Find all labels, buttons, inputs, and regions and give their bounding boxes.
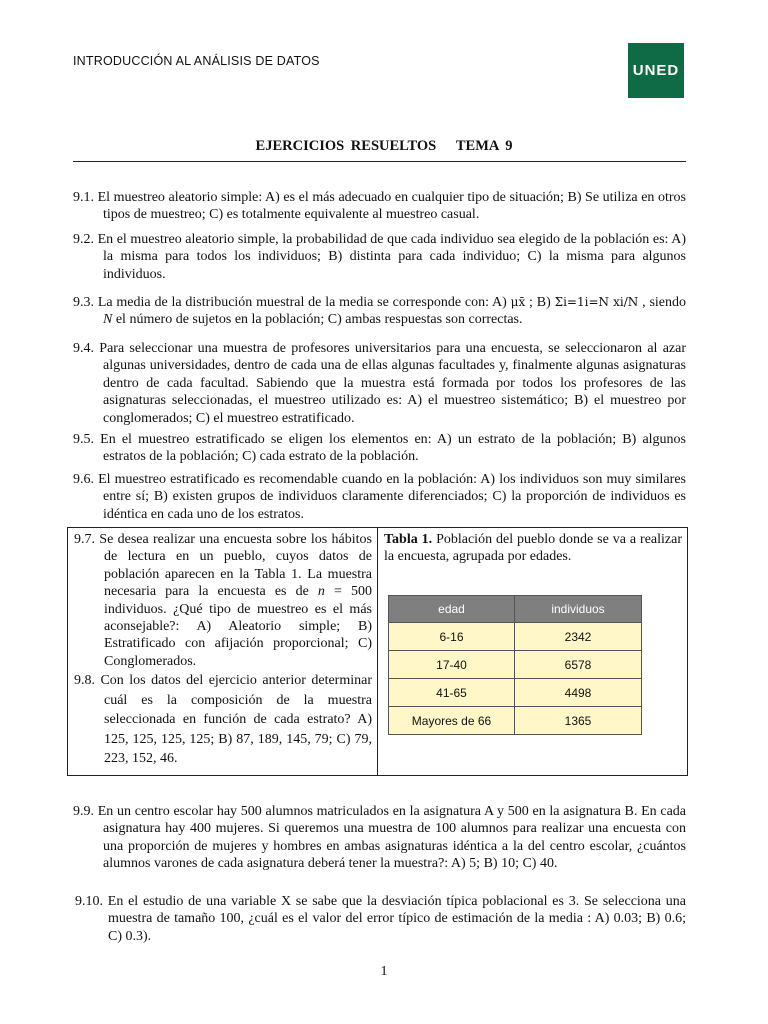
question-9-2: 9.2. En el muestreo aleatorio simple, la probabilidad de que cada individuo sea elegido de la población es: A) la misma para todos los individuos; B) distinta para cada individuo; C) la misma para algunos individuos. [73,232,686,282]
table-cell-age: Mayores de 66 [389,707,515,735]
table-row [389,623,642,651]
page-number: 1 [380,964,388,979]
table-cell-count: 4498 [515,679,642,707]
table-1-caption [384,531,682,566]
uned-logo: UNED [628,43,684,98]
title-rule [73,161,686,162]
question-9-3-part-a: 9.3. La media de la distribución muestral de la media se corresponde con: A) [73,295,507,310]
table-1-caption-text: Población del pueblo donde se va a realizar la encuesta, agrupada por edades. [384,532,682,565]
table-cell-age: 41-65 [389,679,515,707]
question-9-1: 9.1. El muestreo aleatorio simple: A) es el más adecuado en cualquier tipo de situación; B) Se utiliza en otros tipos de muestreo; C) es totalmente equivalente al muestreo casual. [73,190,686,223]
question-9-7-part-a: 9.7. Se desea realizar una encuesta sobre los hábitos de lectura en un pueblo, cuyos datos de población aparecen en la Tabla 1. La muestra necesaria para la encuesta es de [74,532,372,600]
mu-xbar-formula: μx̄ [510,295,526,309]
question-9-3-part-b: ; B) [529,295,551,310]
table-cell-count: 1365 [515,707,642,735]
table-cell-count: 6578 [515,651,642,679]
table-row [389,679,642,707]
question-9-4: 9.4. Para seleccionar una muestra de profesores universitarios para una encuesta, se seleccionaron al azar algunas universidades, dentro de cada una de ellas algunas facultades y, finalmente algunas asignaturas dentro de cada facultad. Sabiendo que la muestra está formada por todos los profesores de las asignaturas seleccionadas, el muestreo utilizado es: A) el muestreo sistemático; B) el muestreo por conglomerados; C) el muestreo estratificado. [73,341,686,426]
sum-formula: Σi=1i=N xi/N [554,295,639,309]
question-9-5: 9.5. En el muestreo estratificado se eligen los elementos en: A) un estrato de la población; B) algunos estratos de la población; C) cada estrato de la población. [73,432,686,465]
page-title: EJERCICIOS RESUELTOS TEMA 9 [255,138,513,154]
table-1-caption-label: Tabla 1. [384,532,433,547]
course-header: INTRODUCCIÓN AL ANÁLISIS DE DATOS [73,54,320,68]
question-9-3-n-symbol: N [103,312,113,328]
question-9-6: 9.6. El muestreo estratificado es recomendable cuando en la población: A) los individuos son muy similares entre sí; B) existen grupos de individuos claramente diferenciados; C) la proporción de individuos es idéntica en cada uno de los estratos. [73,472,686,522]
table-cell-age: 6-16 [389,623,515,651]
table-header-row [389,596,642,623]
question-9-3-part-c: , siendo [642,295,687,310]
question-9-3 [73,294,686,329]
exercise-table-box [67,527,688,776]
table-cell-count: 2342 [515,623,642,651]
table-header-edad: edad [389,596,515,623]
table-row [389,707,642,735]
question-9-7 [74,531,372,670]
table-cell-age: 17-40 [389,651,515,679]
table-row [389,651,642,679]
question-9-9: 9.9. En un centro escolar hay 500 alumnos matriculados en la asignatura A y 500 en la asignatura B. En cada asignatura hay 400 mujeres. Si queremos una muestra de 100 alumnos para realizar una encuesta con una proporción de mujeres y hombres en ambas asignaturas idéntica a la del centro escolar, ¿cuántos alumnos varones de cada asignatura deberá tener la muestra?: A) 5; B) 10; C) 40. [73,804,686,872]
question-9-3-part-d: el número de sujetos en la población; C) ambas respuestas son correctas. [115,312,523,328]
question-9-7-part-b: = 500 individuos. ¿Qué tipo de muestreo es el más aconsejable?: A) Aleatorio simple; B) Estratificado con afijación proporcional; C) Conglomerados. [104,584,372,669]
box-divider [377,528,378,775]
question-9-8: 9.8. Con los datos del ejercicio anterior determinar cuál es la composición de la muestra seleccionada en función de cada estrato? A) 125, 125, 125, 125; B) 87, 189, 145, 79; C) 79, 223, 152, 46. [74,673,372,767]
question-9-7-n-symbol: n [317,584,325,600]
table-header-individuos: individuos [515,596,642,623]
population-table [388,595,642,735]
question-9-10: 9.10. En el estudio de una variable X se sabe que la desviación típica poblacional es 3. Se selecciona una muestra de tamaño 100, ¿cuál es el valor del error típico de estimación de la media : A) 0.03; B) 0.6; C) 0.3). [75,894,686,944]
